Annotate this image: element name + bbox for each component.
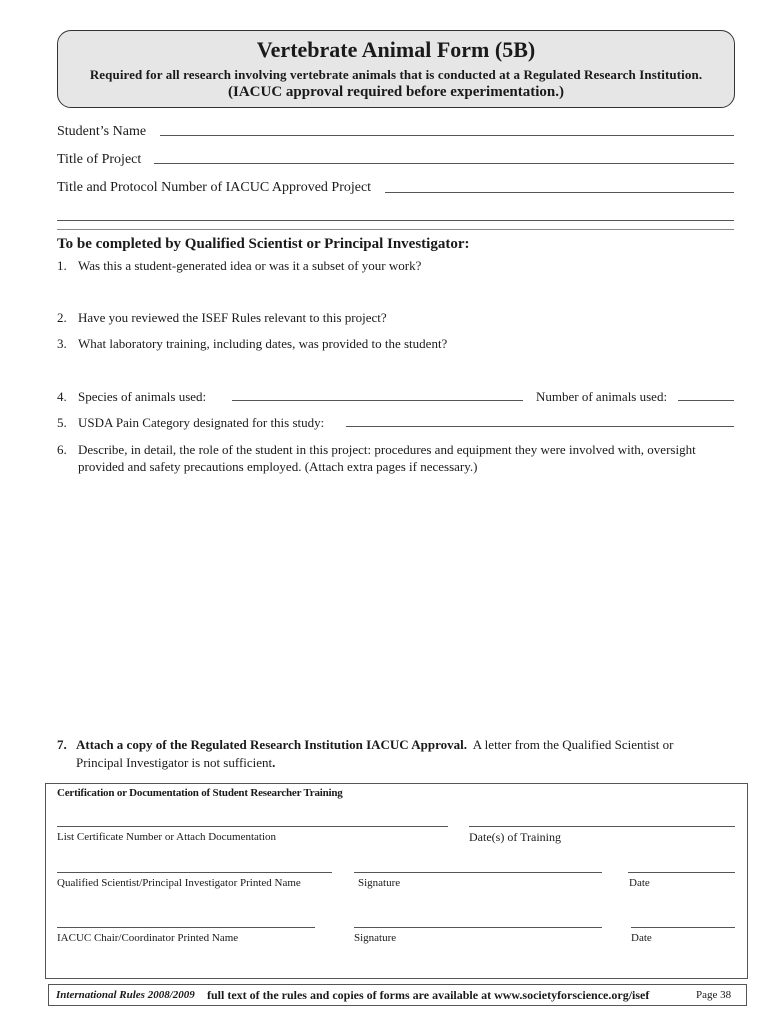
question-6-number: 6. [57,442,67,457]
iacuc-date-field[interactable] [631,927,735,928]
question-7-number: 7. [57,737,67,752]
iacuc-signature-label: Signature [354,932,397,944]
question-5 [57,415,324,431]
protocol-field-continued[interactable] [57,220,734,221]
iacuc-name-field[interactable] [57,927,315,928]
question-7-period: . [272,755,276,770]
iacuc-date-label: Date [631,932,652,944]
certification-title: Certification or Documentation of Student Researcher Training [57,787,343,799]
question-1 [57,258,421,274]
question-2-text: Have you reviewed the ISEF Rules relevant to this project? [78,310,387,325]
student-name-field[interactable] [160,135,734,136]
question-6-line-2: provided and safety precautions employed. (Attach extra pages if necessary.) [78,459,478,474]
footer-text: full text of the rules and copies of forms are available at www.societyforscience.org/isef [207,988,650,1002]
animal-count-field[interactable] [678,400,734,401]
qs-signature-field[interactable] [354,872,602,873]
question-5-number: 5. [57,415,67,430]
qs-date-field[interactable] [628,872,735,873]
question-2-number: 2. [57,310,67,325]
footer-rules: International Rules 2008/2009 [56,989,195,1001]
form-header [57,30,735,108]
question-2 [57,310,387,326]
qs-name-label: Qualified Scientist/Principal Investigator Printed Name [57,877,301,889]
animal-count-label: Number of animals used: [536,389,668,404]
question-3-number: 3. [57,336,67,351]
iacuc-signature-field[interactable] [354,927,602,928]
question-6 [57,441,737,475]
pain-category-field[interactable] [346,426,734,427]
form-subtitle: Required for all research involving vertebrate animals that is conducted at a Regulated Research Institution. [89,67,703,82]
project-title-label: Title of Project [57,152,142,167]
qs-name-field[interactable] [57,872,332,873]
question-4-text: Species of animals used: [78,389,207,404]
protocol-field[interactable] [385,192,734,193]
qs-signature-label: Signature [358,877,401,889]
qs-date-label: Date [629,877,650,889]
question-4 [57,389,206,405]
question-7-line-2: Principal Investigator is not sufficient [76,755,273,770]
protocol-label: Title and Protocol Number of IACUC Approved Project [57,180,372,195]
project-title-field[interactable] [154,163,734,164]
question-7-rest: A letter from the Qualified Scientist or [472,737,674,752]
question-7 [57,736,747,772]
question-3-text: What laboratory training, including dates, was provided to the student? [78,336,448,351]
section-heading: To be completed by Qualified Scientist or Principal Investigator: [57,236,470,252]
student-name-label: Student’s Name [57,124,147,139]
training-dates-label: Date(s) of Training [469,830,561,844]
iacuc-name-label: IACUC Chair/Coordinator Printed Name [57,932,239,944]
certificate-number-label: List Certificate Number or Attach Documentation [57,831,277,843]
training-dates-field[interactable] [469,826,735,827]
question-3 [57,336,447,352]
page-footer [48,984,747,1006]
question-7-bold: Attach a copy of the Regulated Research Institution IACUC Approval. [76,737,467,752]
species-field[interactable] [232,400,523,401]
question-4-number: 4. [57,389,67,404]
form-title: Vertebrate Animal Form (5B) [256,37,536,62]
question-1-number: 1. [57,258,67,273]
certificate-number-field[interactable] [57,826,448,827]
question-5-text: USDA Pain Category designated for this study: [78,415,325,430]
page-number: Page 38 [696,989,732,1001]
form-note: (IACUC approval required before experimentation.) [228,84,564,100]
question-6-line-1: Describe, in detail, the role of the student in this project: procedures and equipment they were involved with, oversight [78,442,696,457]
question-1-text: Was this a student-generated idea or was it a subset of your work? [78,258,422,273]
section-divider [57,229,734,230]
certification-box [45,783,748,979]
